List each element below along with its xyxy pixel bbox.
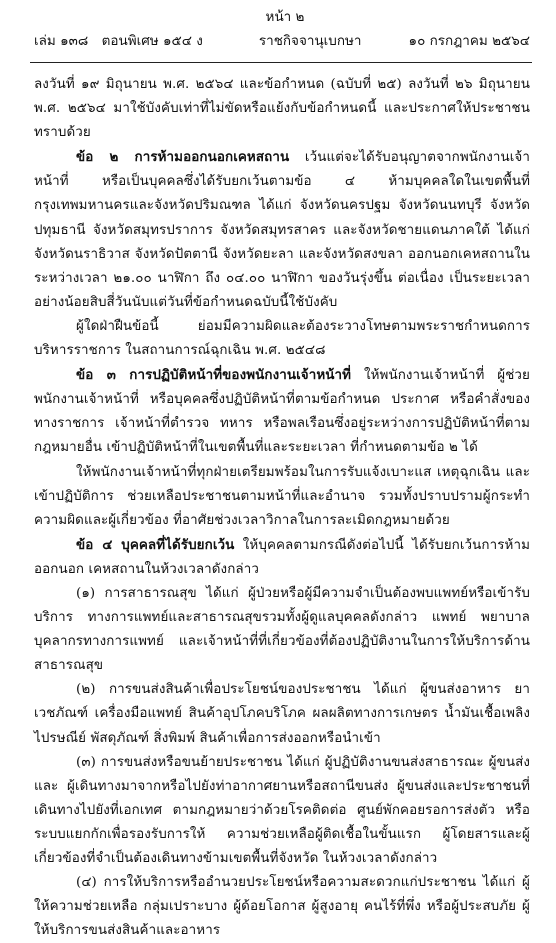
clause-heading: ข้อ ๔ บุคคลที่ได้รับยกเว้น (76, 536, 235, 553)
paragraph-text: ให้บุคคลตามกรณีดังต่อไปนี้ ได้รับยกเว้นการห้ามออกนอก เคหสถานในห้วงเวลาดังกล่าว (34, 537, 530, 577)
exemption-3 (34, 751, 530, 871)
paragraph-text: (๒) การขนส่งสินค้าเพื่อประโยชน์ของประชาชน ได้แก่ ผู้ขนส่งอาหาร ยา เวชภัณฑ์ เครื่องมือแพทย์ สินค้าอุปโภคบริโภค ผลผลิตทางการเกษตร น้ำมันเชื้อเพลิง ไปรษณีย์ พัสดุภัณฑ์ สิ่งพิมพ์ สินค้าเพื่อการส่งออกหรือนำเข้า (34, 682, 530, 746)
paragraph-text: (๑) การสาธารณสุข ได้แก่ ผู้ป่วยหรือผู้มีความจำเป็นต้องพบแพทย์หรือเข้ารับบริการ ทางการแพทย์และสาธารณสุขรวมทั้งผู้ดูแลบุคคลดังกล่าว แพทย์ พยาบาล บุคลากรทางการแพทย์ และเจ้าหน้าที่ที่เกี่ยวข้องที่ต้องปฏิบัติงานในการให้บริการด้านสาธารณสุข (34, 585, 530, 674)
header-left (34, 32, 212, 50)
paragraph-text: เว้นแต่จะได้รับอนุญาตจากพนักงานเจ้าหน้าที่ หรือเป็นบุคคลซึ่งได้รับยกเว้นตามข้อ ๔ ห้ามบุคคลใดในเขตพื้นที่กรุงเทพมหานครและจังหวัดปริมณฑล ได้แก่ จังหวัดนครปฐม จังหวัดนนทบุรี จังหวัดปทุมธานี จังหวัดสมุทรปราการ จังหวัดสมุทรสาคร และจังหวัดชายแดนภาคใต้ ได้แก่ จังหวัดนราธิวาส จังหวัดปัตตานี จังหวัดยะลา และจังหวัดสงขลา ออกนอกเคหสถานในระหว่างเวลา ๒๑.๐๐ นาฬิกา ถึง ๐๔.๐๐ นาฬิกา ของวันรุ่งขึ้น ต่อเนื่อง เป็นระยะเวลาอย่างน้อยสิบสี่วันนับแต่วันที่ข้อกำหนดฉบับนี้ใช้บังคับ (34, 150, 530, 310)
paragraph-text: ให้พนักงานเจ้าหน้าที่ทุกฝ่ายเตรียมพร้อมในการรับแจ้งเบาะแส เหตุฉุกเฉิน และเข้าปฏิบัติการ ช่วยเหลือประชาชนตามหน้าที่และอำนาจ รวมทั้งปราบปรามผู้กระทำความผิดและผู้เกี่ยวข้อง ที่อาศัยช่วงเวลาวิกาลในการละเมิดกฎหมายด้วย (34, 464, 530, 528)
paragraph-text: ให้พนักงานเจ้าหน้าที่ ผู้ช่วยพนักงานเจ้าหน้าที่ หรือบุคคลซึ่งปฏิบัติหน้าที่ตามข้อกำหนด ประกาศ หรือคำสั่งของทางราชการ เจ้าหน้าที่ตำรวจ ทหาร หรือพลเรือนซึ่งอยู่ระหว่างการปฏิบัติหน้าที่ตามกฎหมายอื่น เข้าปฏิบัติหน้าที่ในเขตพื้นที่และระยะเวลา ที่กำหนดตามข้อ ๒ ได้ (34, 368, 530, 456)
clause-4 (34, 533, 530, 582)
clause-3-duty (34, 461, 530, 533)
gazette-header (34, 32, 530, 50)
exemption-1 (34, 582, 530, 678)
header-rule (30, 62, 532, 63)
paragraph-text: ลงวันที่ ๑๙ มิถุนายน พ.ศ. ๒๕๖๔ และข้อกำหนด (ฉบับที่ ๒๕) ลงวันที่ ๒๖ มิถุนายน พ.ศ. ๒๕๖๔ มาใช้บังคับเท่าที่ไม่ขัดหรือแย้งกับข้อกำหนดนี้ และประกาศให้ประชาชนทราบด้วย (34, 77, 530, 141)
exemption-4 (34, 871, 530, 943)
clause-3 (34, 363, 530, 460)
paragraph-text: ผู้ใดฝ่าฝืนข้อนี้ ย่อมมีความผิดและต้องระวางโทษตามพระราชกำหนดการบริหารราชการ ในสถานการณ์ฉุกเฉิน พ.ศ. ๒๕๔๘ (34, 318, 530, 359)
paragraph-text: (๔) การให้บริการหรืออำนวยประโยชน์หรือความสะดวกแก่ประชาชน ได้แก่ ผู้ให้ความช่วยเหลือ กลุ่มเปราะบาง ผู้ด้อยโอกาส ผู้สูงอายุ คนไร้ที่พึ่ง หรือผู้ประสบภัย ผู้ให้บริการขนส่งสินค้าและอาหาร (34, 875, 530, 939)
paragraph-continuation (34, 73, 530, 145)
clause-2 (34, 145, 530, 315)
clause-heading: ข้อ ๓ การปฏิบัติหน้าที่ของพนักงานเจ้าหน้าที่ (76, 367, 352, 384)
header-date: ๑๐ กรกฎาคม ๒๕๖๔ (408, 33, 530, 49)
clause-heading: ข้อ ๒ การห้ามออกนอกเคหสถาน (76, 149, 290, 166)
exemption-2 (34, 678, 530, 750)
page-number: หน้า ๒ (265, 9, 305, 25)
header-volume: เล่ม ๑๓๘ (34, 33, 89, 49)
header-section: ตอนพิเศษ ๑๕๔ ง (101, 33, 203, 49)
paragraph-text: (๓) การขนส่งหรือขนย้ายประชาชน ได้แก่ ผู้ปฏิบัติงานขนส่งสาธารณะ ผู้ขนส่งและ ผู้เดินทางมาจากหรือไปยังท่าอากาศยานหรือสถานีขนส่ง ผู้ขนส่งและประชาชนที่เดินทางไปยังที่เอกเทศ ตามกฎหมายว่าด้วยโรคติดต่อ ศูนย์พักคอยรอการส่งตัว หรือระบบแยกกักเพื่อรองรับการให้ ความช่วยเหลือผู้ติดเชื้อในขั้นแรก ผู้โดยสารและผู้เกี่ยวข้องที่จำเป็นต้องเดินทางข้ามเขตพื้นที่จังหวัด ในห้วงเวลาดังกล่าว (34, 754, 530, 866)
header-publication: ราชกิจจานุเบกษา (258, 33, 362, 49)
document-body (34, 73, 530, 943)
clause-2-penalty (34, 315, 530, 363)
